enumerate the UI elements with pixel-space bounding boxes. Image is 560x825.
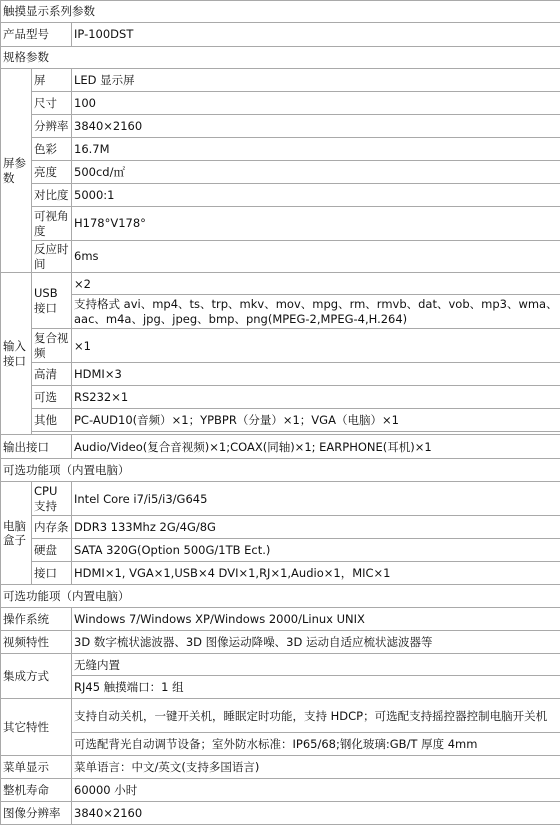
memory-label: 内存条 [32, 516, 72, 539]
optional-pc-title-2: 可选功能项（内置电脑） [1, 585, 560, 608]
optional-label: 可选 [32, 386, 72, 409]
other-features-value-1: 支持自动关机，一键开关机，睡眠定时功能，支持 HDCP；可选配支持摇控器控制电脑开关机 [72, 699, 560, 733]
integration-row [1, 676, 560, 699]
disk-value: SATA 320G(Option 500G/1TB Ect.) [72, 539, 560, 562]
video-value: 3D 数字梳状滤波器、3D 图像运动降噪、3D 运动自适应梳状滤波器等 [72, 631, 560, 654]
model-row [1, 23, 560, 47]
integration-row [1, 654, 560, 676]
screen-type-label: 屏 [32, 69, 72, 92]
disk-label: 硬盘 [32, 539, 72, 562]
response-time-label: 反应时间 [32, 241, 72, 273]
optional-value: RS232×1 [72, 386, 560, 409]
spec-section-title: 规格参数 [1, 47, 560, 69]
life-label: 整机寿命 [1, 779, 72, 802]
screen-row [1, 115, 560, 138]
input-row [1, 363, 560, 386]
screen-type-value: LED 显示屏 [72, 69, 560, 92]
input-row [1, 386, 560, 409]
integration-value-2: RJ45 触摸端口：1 组 [72, 676, 560, 699]
pc-ports-label: 接口 [32, 562, 72, 585]
input-row [1, 295, 560, 329]
pc-box-group-label: 电脑盒子 [1, 482, 32, 585]
integration-value-1: 无缝内置 [72, 654, 560, 676]
other-input-value: PC-AUD10(音频）×1；YPBPR（分量）×1；VGA（电脑）×1 [72, 409, 560, 432]
screen-row [1, 161, 560, 184]
os-label: 操作系统 [1, 608, 72, 631]
output-row [1, 435, 560, 459]
pc-row [1, 482, 560, 516]
optional-pc-row [1, 459, 560, 482]
menu-value: 菜单语言：中文/英文(支持多国语言) [72, 756, 560, 779]
screen-row [1, 69, 560, 92]
optional-pc-row [1, 585, 560, 608]
usb-formats-value: 支持格式 avi、mp4、ts、trp、mkv、mov、mpg、rm、rmvb、dat、vob、mp3、wma、aac、m4a、jpg、jpeg、bmp、png(MPEG-2,MPEG-4,H.264) [72, 295, 560, 329]
other-row [1, 699, 560, 733]
video-label: 视频特性 [1, 631, 72, 654]
life-value: 60000 小时 [72, 779, 560, 802]
usb-label: USB 接口 [32, 273, 72, 329]
title-row [1, 1, 560, 23]
brightness-value: 500cd/㎡ [72, 161, 560, 184]
input-row [1, 409, 560, 432]
input-row [1, 329, 560, 363]
hd-label: 高清 [32, 363, 72, 386]
color-value: 16.7M [72, 138, 560, 161]
brightness-label: 亮度 [32, 161, 72, 184]
screen-row [1, 207, 560, 241]
cpu-label: CPU 支持 [32, 482, 72, 516]
other-row [1, 733, 560, 756]
image-resolution-row [1, 802, 560, 825]
other-features-value-2: 可选配背光自动调节设备；室外防水标准：IP65/68;钢化玻璃:GB/T 厚度 4mm [72, 733, 560, 756]
menu-row [1, 756, 560, 779]
sheet-title: 触摸显示系列参数 [1, 1, 560, 23]
other-input-label: 其他 [32, 409, 72, 432]
screen-row [1, 92, 560, 115]
viewing-angle-label: 可视角度 [32, 207, 72, 241]
optional-pc-title: 可选功能项（内置电脑） [1, 459, 560, 482]
integration-label: 集成方式 [1, 654, 72, 699]
cpu-value: Intel Core i7/i5/i3/G645 [72, 482, 560, 516]
viewing-angle-value: H178°V178° [72, 207, 560, 241]
pc-row [1, 516, 560, 539]
response-time-value: 6ms [72, 241, 560, 273]
life-row [1, 779, 560, 802]
video-row [1, 631, 560, 654]
model-label: 产品型号 [1, 23, 72, 47]
input-row [1, 273, 560, 295]
composite-video-label: 复合视频 [32, 329, 72, 363]
os-value: Windows 7/Windows XP/Windows 2000/Linux UNIX [72, 608, 560, 631]
other-features-label: 其它特性 [1, 699, 72, 756]
color-label: 色彩 [32, 138, 72, 161]
memory-value: DDR3 133Mhz 2G/4G/8G [72, 516, 560, 539]
pc-row [1, 539, 560, 562]
screen-row [1, 184, 560, 207]
output-label: 输出接口 [1, 435, 72, 459]
resolution-value: 3840×2160 [72, 115, 560, 138]
composite-video-value: ×1 [72, 329, 560, 363]
model-value: IP-100DST [72, 23, 560, 47]
image-resolution-label: 图像分辨率 [1, 802, 72, 825]
size-label: 尺寸 [32, 92, 72, 115]
contrast-label: 对比度 [32, 184, 72, 207]
os-row [1, 608, 560, 631]
resolution-label: 分辨率 [32, 115, 72, 138]
screen-row [1, 241, 560, 273]
screen-group-label: 屏参数 [1, 69, 32, 273]
pc-ports-value: HDMI×1, VGA×1,USB×4 DVI×1,RJ×1,Audio×1，MIC×1 [72, 562, 560, 585]
size-value: 100 [72, 92, 560, 115]
image-resolution-value: 3840×2160 [72, 802, 560, 825]
usb-count-value: ×2 [72, 273, 560, 295]
menu-label: 菜单显示 [1, 756, 72, 779]
output-value: Audio/Video(复合音视频)×1;COAX(同轴)×1; EARPHONE(耳机)×1 [72, 435, 560, 459]
pc-row [1, 562, 560, 585]
hd-value: HDMI×3 [72, 363, 560, 386]
screen-row [1, 138, 560, 161]
input-group-label: 输入接口 [1, 273, 32, 435]
contrast-value: 5000:1 [72, 184, 560, 207]
spec-section-row [1, 47, 560, 69]
